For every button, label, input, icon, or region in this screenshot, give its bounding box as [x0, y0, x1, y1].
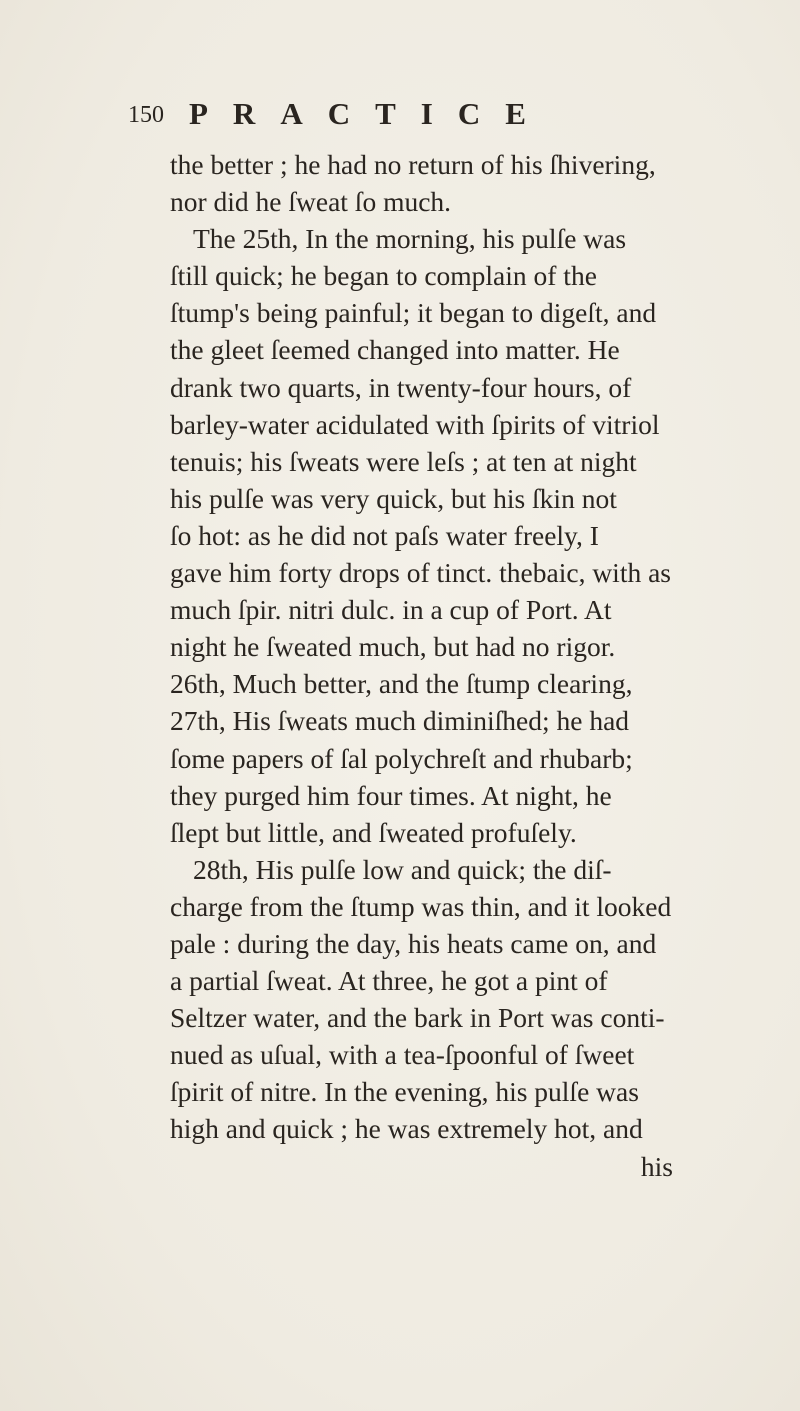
text-line: Seltzer water, and the bark in Port was conti- — [170, 1002, 665, 1034]
page-number: 150 — [128, 102, 164, 128]
text-line: they purged him four times. At night, he — [170, 779, 612, 811]
text-line: gave him forty drops of tinct. thebaic, with as — [170, 557, 671, 589]
text-line: drank two quarts, in twenty-four hours, of — [170, 371, 632, 403]
text-line: the better ; he had no return of his ſhivering, — [170, 149, 656, 180]
text-line: tenuis; his ſweats were leſs ; at ten at night — [170, 445, 637, 477]
text-line: a partial ſweat. At three, he got a pint of — [170, 965, 608, 997]
text-line: ſo hot: as he did not paſs water freely, I — [170, 519, 599, 551]
text-line: ſpirit of nitre. In the evening, his pulſe was — [170, 1076, 639, 1108]
text-line: much ſpir. nitri dulc. in a cup of Port. At — [170, 594, 612, 626]
catchword: his — [640, 1150, 673, 1182]
text-line: the gleet ſeemed changed into matter. He — [170, 334, 620, 366]
text-line: ſtump's being painful; it began to digeſt, and — [170, 297, 657, 329]
text-line: his pulſe was very quick, but his ſkin not — [170, 482, 617, 514]
text-line: nued as uſual, with a tea-ſpoonful of ſweet — [170, 1039, 635, 1071]
text-line: barley-water acidulated with ſpirits of vitriol — [170, 408, 660, 440]
text-line: ſlept but little, and ſweated profuſely. — [170, 816, 577, 848]
text-line: ſome papers of ſal polychreſt and rhubarb; — [170, 742, 633, 774]
page-header — [0, 96, 800, 136]
text-line: 27th, His ſweats much diminiſhed; he had — [170, 705, 630, 737]
text-line: 28th, His pulſe low and quick; the diſ- — [193, 853, 612, 885]
running-head: PRACTICE — [189, 96, 551, 131]
body-text — [170, 146, 700, 1185]
text-line: 26th, Much better, and the ſtump clearing, — [170, 668, 633, 700]
text-line: pale : during the day, his heats came on, and — [170, 927, 657, 959]
text-line: charge from the ſtump was thin, and it looked — [170, 890, 672, 922]
text-line: ſtill quick; he began to complain of the — [170, 260, 597, 292]
text-line: night he ſweated much, but had no rigor. — [170, 631, 616, 663]
text-line: high and quick ; he was extremely hot, and — [170, 1113, 643, 1145]
text-line: nor did he ſweat ſo much. — [170, 186, 452, 218]
text-line: The 25th, In the morning, his pulſe was — [193, 223, 627, 255]
